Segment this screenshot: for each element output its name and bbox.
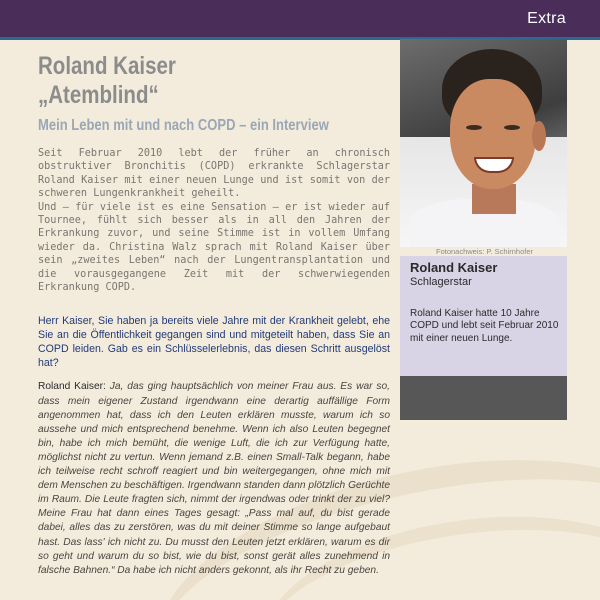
section-label: Extra (527, 10, 566, 27)
portrait-photo (400, 39, 567, 247)
header-bar (0, 0, 600, 37)
answer-body: Ja, das ging hauptsächlich von meiner Frau aus. Es war so, dass mein eigener Zustand irgendwann eine derartig auffällige Form angenommen hat, dass ich den Leuten erklären musste, warum ich so aussehe und mich entsprechend benehme. Wenn ich also Leuten begegnet bin, habe ich mich bemüht, die wenige Luft, die ich zur Verfügung hatte, möglichst nicht zu vertun. Wenn jemand z.B. einen Small-Talk begann, habe ich teilweise recht schroff reagiert und bin weitergegangen, ohne mich mit dem Menschen zu beschäftigen. Irgendwann standen dann plötzlich Gerüchte im Raum. Die Leute fragten sich, nimmt der irgendwas oder trinkt der zu viel? Meine Frau hat dann eines Tages gesagt: „Pass mal auf, du bist gerade dabei, alles das zu zerstören, was du mit deiner Stimme so lange aufgebaut hast. Das lass' ich nicht zu. Du musst den Leuten jetzt erklären, warum es dir so geht und warum du so bist, wie du bist, sonst gerät alles zunehmend in falsche Bahnen.“ Da habe ich nicht anders gekonnt, als ihr Recht zu geben. (38, 381, 390, 576)
intro-paragraph-1: Seit Februar 2010 lebt der früher an chronisch obstruktiver Bronchitis (COPD) erkrankte Schlagerstar Roland Kaiser mit einer neuen Lunge und ist somit von der schweren Lungenkrankheit geheilt. (38, 148, 390, 200)
sidebar-footer-block (400, 376, 567, 420)
info-sidebar (400, 256, 567, 420)
article-title-line2: „Atemblind“ (38, 81, 159, 109)
article-intro (38, 147, 390, 294)
article-subtitle: Mein Leben mit und nach COPD – ein Interview (38, 117, 329, 134)
sidebar-text: Roland Kaiser hatte 10 Jahre COPD und lebt seit Februar 2010 mit einer neuen Lunge. (410, 308, 559, 344)
sidebar-name: Roland Kaiser (410, 260, 498, 275)
article-title (38, 52, 327, 110)
answer-speaker: Roland Kaiser: (38, 381, 106, 393)
sidebar-role: Schlagerstar (410, 276, 472, 288)
intro-paragraph-2: Und – für viele ist es eine Sensation – er ist wieder auf Tournee, fühlt sich besser als in all den Jahren der Erkrankung zuvor, und seine Stimme ist in vollem Umfang wieder da. Christina Walz sprach mit Roland Kaiser über sein „zweites Leben“ nach der Lungentransplantation und die vorausgegangene Zeit mit der schwerwiegenden Erkrankung COPD. (38, 201, 390, 294)
interview-question: Herr Kaiser, Sie haben ja bereits viele Jahre mit der Krankheit gelebt, ehe Sie an die Öffentlichkeit gegangen sind und mitgeteilt haben, dass Sie an COPD leiden. Gab es ein Schlüsselerlebnis, das diesen Schritt ausgelöst hat? (38, 315, 390, 370)
photo-credit: Fotonachweis: P. Schirnhofer (436, 247, 533, 256)
article-title-line1: Roland Kaiser (38, 52, 176, 80)
interview-answer (38, 380, 390, 577)
article-main (38, 52, 390, 578)
